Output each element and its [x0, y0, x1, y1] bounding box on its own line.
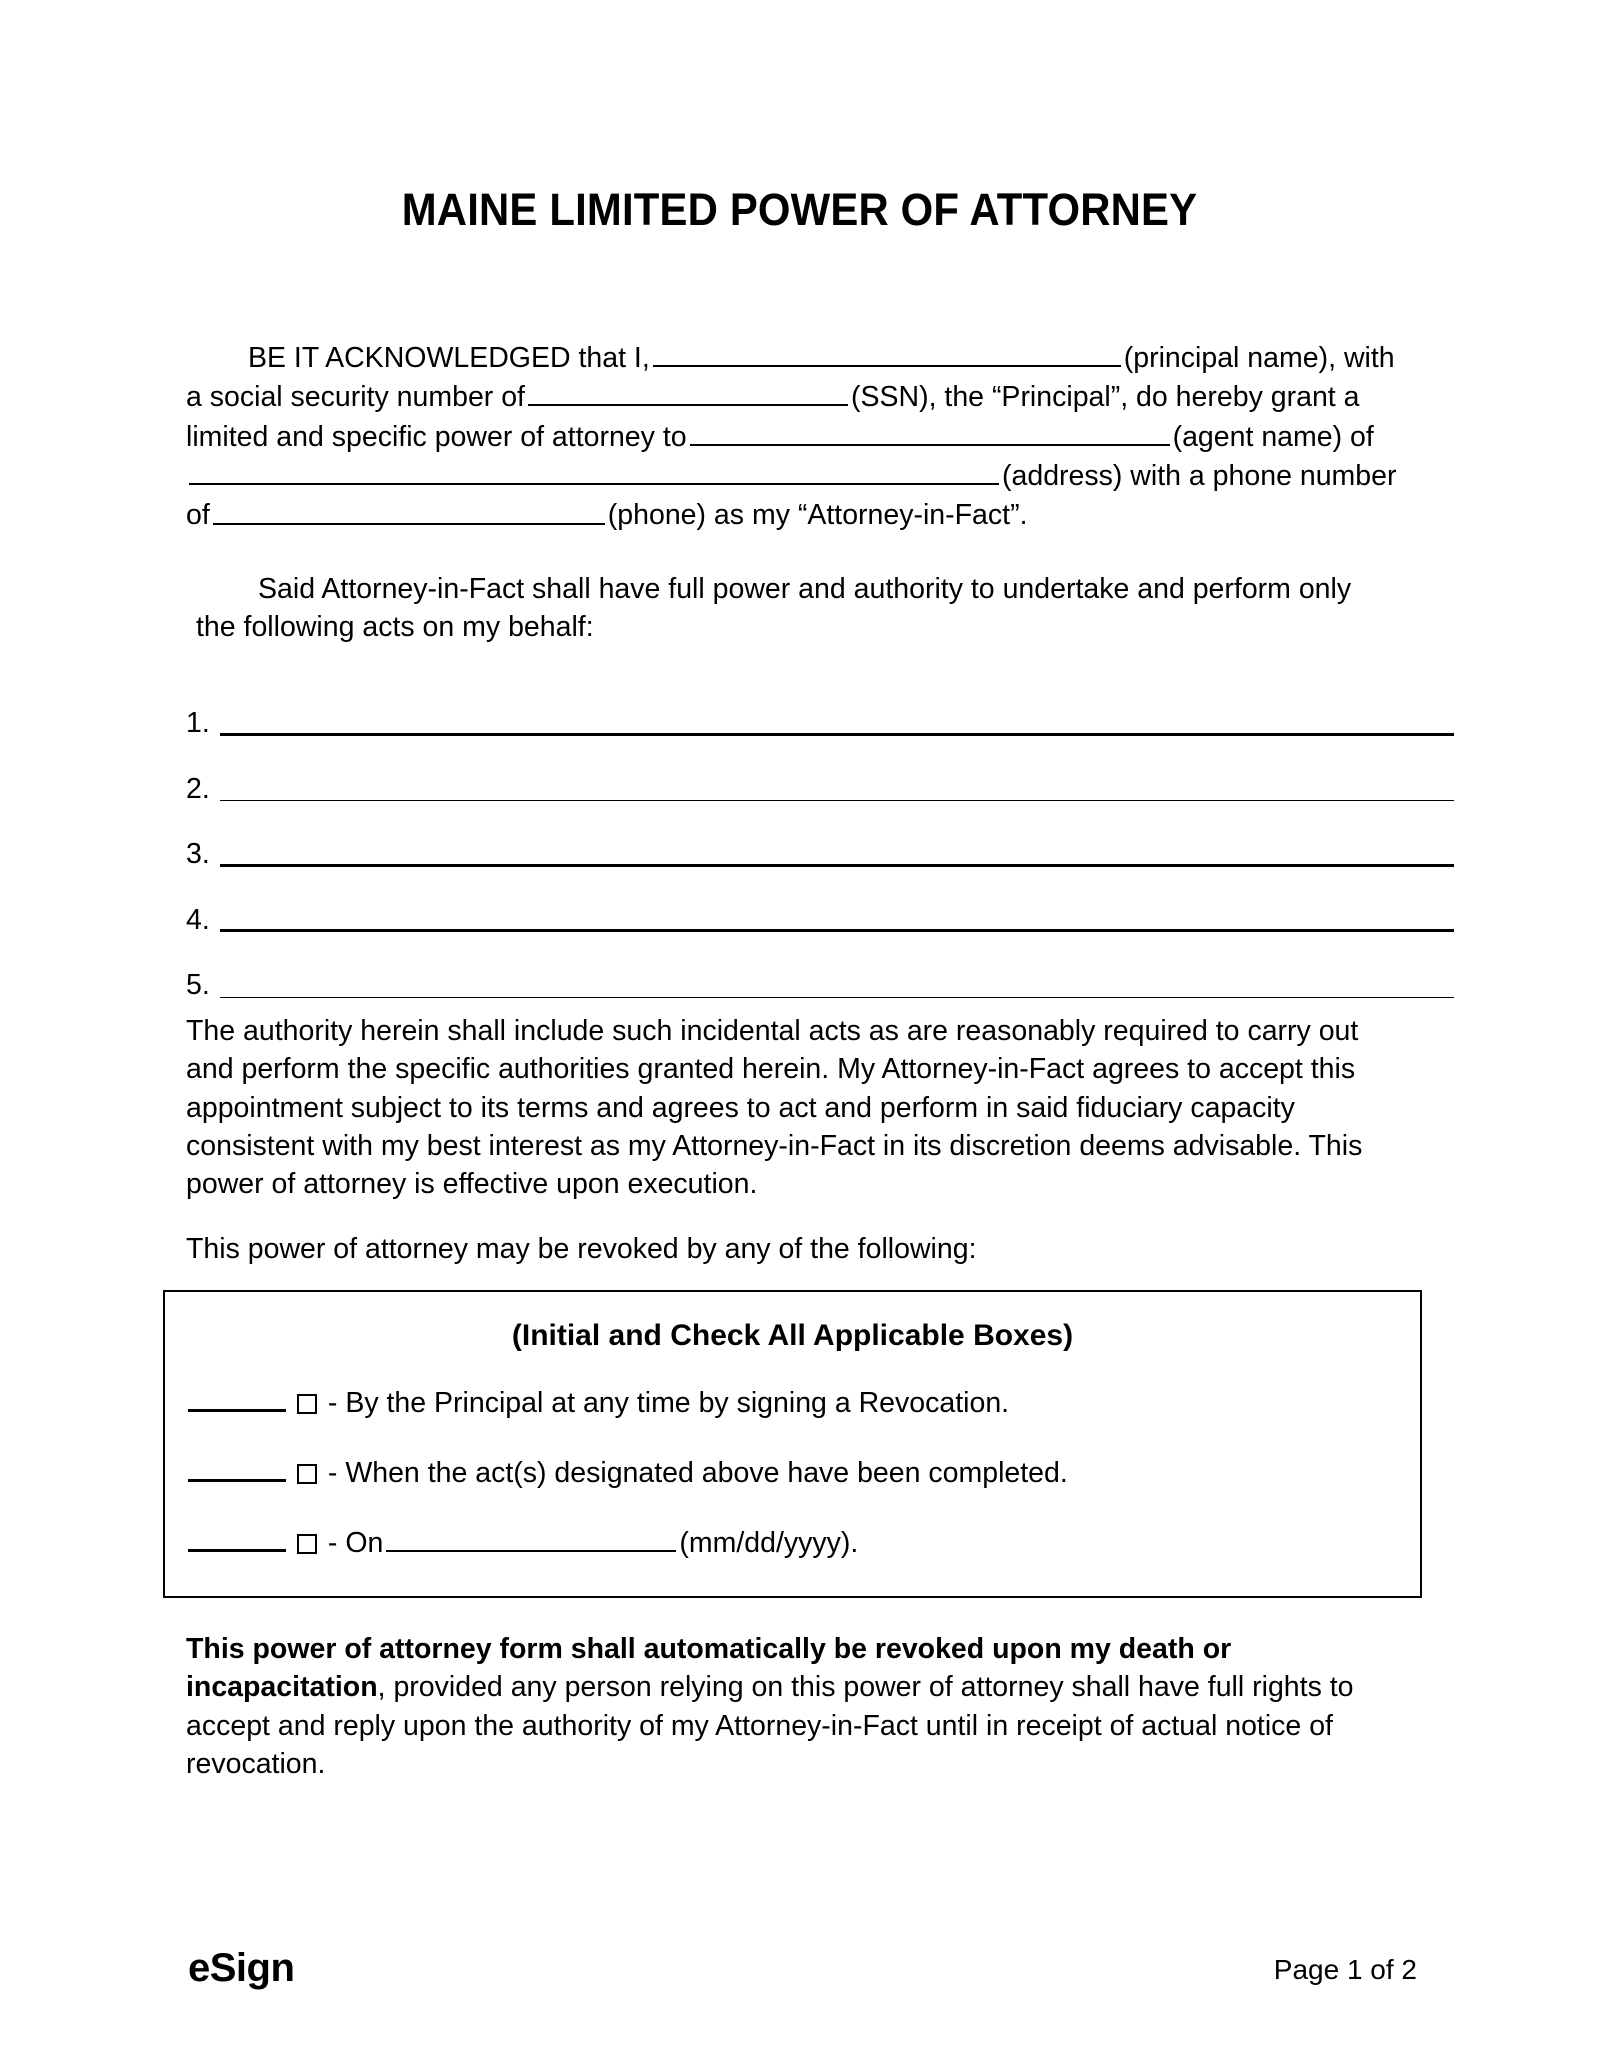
list-item-number: 3.	[186, 838, 210, 870]
revocation-option-label-2: - When the act(s) designated above have been completed.	[327, 1457, 1068, 1490]
acknowledgement-paragraph	[186, 338, 1414, 535]
revocation-box-heading: (Initial and Check All Applicable Boxes)	[511, 1319, 1074, 1352]
said-attorney-paragraph	[196, 570, 1356, 647]
revocation-option-label-1: - By the Principal at any time by signing a Revocation.	[327, 1387, 1010, 1420]
revocation-date-blank[interactable]	[386, 1523, 676, 1552]
list-item-number: 1.	[186, 707, 210, 739]
death-revocation-paragraph	[186, 1630, 1386, 1783]
list-item-number: 5.	[186, 969, 210, 1001]
address-caption: (address) with a	[1002, 460, 1205, 493]
checkbox-icon[interactable]	[297, 1394, 317, 1414]
said-paragraph-line-2: only the following acts on my behalf:	[196, 573, 1352, 644]
agent-name-blank[interactable]	[690, 417, 1170, 446]
page-title: MAINE LIMITED POWER OF ATTORNEY	[401, 184, 1198, 235]
revocation-option-label-3-prefix: - On	[327, 1527, 384, 1560]
said-paragraph-line-1: Said Attorney-in-Fact shall have full power and authority to undertake and perform	[258, 573, 1291, 605]
checkbox-icon[interactable]	[297, 1534, 317, 1554]
revocation-intro-text: This power of attorney may be revoked by any of the following:	[186, 1233, 977, 1265]
phone-prefix: phone number of	[186, 460, 1397, 532]
death-revocation-bold-text: This power of attorney form shall automatically be revoked upon my death or incapacitation	[186, 1633, 1232, 1704]
act-blank-1[interactable]	[220, 733, 1454, 736]
page-number-label: Page 1 of 2	[1273, 1954, 1417, 1985]
death-revocation-rest-text: , provided any person relying on this power of attorney shall have full rights to accept and reply upon the authority of my Attorney-in-Fact until in receipt of actual notice of revocation.	[186, 1671, 1354, 1780]
initials-blank-1[interactable]	[188, 1383, 286, 1412]
initials-blank-3[interactable]	[188, 1523, 286, 1552]
ssn-prefix: with a social security number of	[186, 342, 1395, 414]
acts-blank-list	[186, 676, 1326, 1004]
revocation-option-row	[188, 1523, 1400, 1562]
ssn-blank[interactable]	[528, 377, 848, 406]
act-blank-5[interactable]	[220, 997, 1454, 998]
list-item	[186, 873, 1326, 939]
list-item-number: 4.	[186, 903, 210, 936]
act-blank-2[interactable]	[220, 800, 1454, 801]
esign-logo: eSign	[188, 1946, 295, 1990]
act-blank-4[interactable]	[220, 929, 1454, 932]
principal-name-caption: (principal name),	[1123, 342, 1337, 375]
acknowledgement-lead-in: BE IT ACKNOWLEDGED that I,	[248, 342, 650, 375]
initials-blank-2[interactable]	[188, 1453, 286, 1482]
grant-prefix: grant a limited and specific power of attorney to	[186, 381, 1360, 453]
list-item	[186, 676, 1326, 742]
list-item-number: 2.	[186, 772, 210, 805]
list-item	[186, 938, 1326, 1004]
agent-address-blank[interactable]	[189, 456, 999, 485]
ssn-caption: (SSN), the “Principal”, do hereby	[850, 381, 1263, 414]
list-item	[186, 742, 1326, 808]
agent-phone-blank[interactable]	[213, 495, 605, 524]
phone-caption: (phone) as my “Attorney-in-Fact”.	[607, 499, 1028, 532]
revocation-options-box	[163, 1290, 1422, 1598]
name-of-text: name) of	[1261, 420, 1374, 453]
revocation-option-label-3-suffix: (mm/dd/yyyy).	[679, 1527, 859, 1560]
checkbox-icon[interactable]	[297, 1464, 317, 1484]
principal-name-blank[interactable]	[653, 338, 1121, 367]
authority-paragraph: The authority herein shall include such incidental acts as are reasonably required to carry out and perform the specific authorities granted herein. My Attorney-in-Fact agrees to accept this appointment subject to its terms and agrees to act and perform in said fiduciary capacity consistent with my best interest as my Attorney-in-Fact in its discretion deems advisable. This power of attorney is effective upon execution.	[186, 1015, 1363, 1201]
revocation-option-row	[188, 1383, 1400, 1422]
act-blank-3[interactable]	[220, 864, 1454, 867]
agent-name-caption: (agent	[1172, 420, 1254, 453]
list-item	[186, 807, 1326, 873]
revocation-option-row	[188, 1453, 1400, 1492]
